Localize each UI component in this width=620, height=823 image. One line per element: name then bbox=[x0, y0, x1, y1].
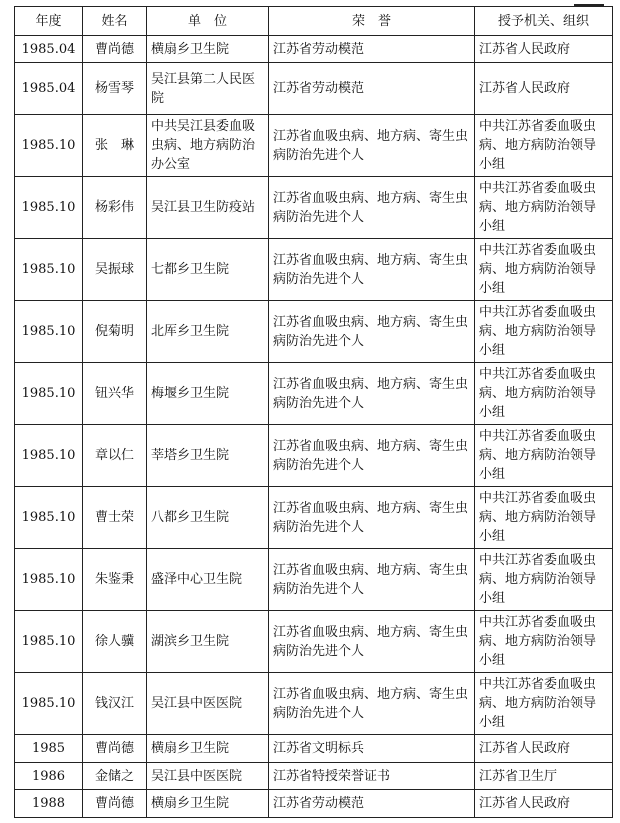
cell-unit: 横扇乡卫生院 bbox=[147, 735, 269, 762]
cell-name: 倪菊明 bbox=[83, 301, 147, 363]
table-row bbox=[15, 363, 613, 425]
cell-name: 杨彩伟 bbox=[83, 177, 147, 239]
cell-unit: 吴江县第二人民医院 bbox=[147, 63, 269, 115]
cell-name: 曹士荣 bbox=[83, 487, 147, 549]
table-row bbox=[15, 301, 613, 363]
cell-year: 1985 bbox=[15, 735, 83, 762]
cell-name: 钱汉江 bbox=[83, 673, 147, 735]
cell-year: 1985.10 bbox=[15, 301, 83, 363]
cell-honor: 江苏省血吸虫病、地方病、寄生虫病防治先进个人 bbox=[269, 549, 475, 611]
cell-honor: 江苏省血吸虫病、地方病、寄生虫病防治先进个人 bbox=[269, 363, 475, 425]
cell-year: 1985.10 bbox=[15, 487, 83, 549]
cell-year: 1985.10 bbox=[15, 673, 83, 735]
table-row bbox=[15, 790, 613, 818]
cell-name: 章以仁 bbox=[83, 425, 147, 487]
cell-name: 曹尚德 bbox=[83, 790, 147, 818]
cell-year: 1985.10 bbox=[15, 115, 83, 177]
cell-grantor: 中共江苏省委血吸虫病、地方病防治领导小组 bbox=[475, 673, 613, 735]
table-row bbox=[15, 36, 613, 63]
cell-year: 1985.10 bbox=[15, 549, 83, 611]
table-row bbox=[15, 735, 613, 762]
header-name: 姓名 bbox=[83, 7, 147, 36]
honors-table bbox=[14, 6, 613, 818]
cell-unit: 梅堰乡卫生院 bbox=[147, 363, 269, 425]
cell-unit: 横扇乡卫生院 bbox=[147, 790, 269, 818]
cell-grantor: 江苏省卫生厅 bbox=[475, 762, 613, 789]
cell-year: 1985.10 bbox=[15, 611, 83, 673]
cell-grantor: 中共江苏省委血吸虫病、地方病防治领导小组 bbox=[475, 301, 613, 363]
cell-grantor: 中共江苏省委血吸虫病、地方病防治领导小组 bbox=[475, 425, 613, 487]
cell-grantor: 中共江苏省委血吸虫病、地方病防治领导小组 bbox=[475, 611, 613, 673]
table-row bbox=[15, 549, 613, 611]
cell-name: 钮兴华 bbox=[83, 363, 147, 425]
cell-year: 1986 bbox=[15, 762, 83, 789]
table-row bbox=[15, 487, 613, 549]
cell-grantor: 中共江苏省委血吸虫病、地方病防治领导小组 bbox=[475, 115, 613, 177]
cell-honor: 江苏省劳动模范 bbox=[269, 63, 475, 115]
cell-grantor: 中共江苏省委血吸虫病、地方病防治领导小组 bbox=[475, 239, 613, 301]
table-row bbox=[15, 63, 613, 115]
cell-honor: 江苏省血吸虫病、地方病、寄生虫病防治先进个人 bbox=[269, 673, 475, 735]
cell-year: 1988 bbox=[15, 790, 83, 818]
cell-name: 曹尚德 bbox=[83, 735, 147, 762]
cell-honor: 江苏省血吸虫病、地方病、寄生虫病防治先进个人 bbox=[269, 239, 475, 301]
cell-unit: 吴江县中医医院 bbox=[147, 762, 269, 789]
table-row bbox=[15, 425, 613, 487]
table-header-row bbox=[15, 7, 613, 36]
header-grantor: 授予机关、组织 bbox=[475, 7, 613, 36]
cell-year: 1985.10 bbox=[15, 363, 83, 425]
cell-unit: 吴江县中医医院 bbox=[147, 673, 269, 735]
header-year: 年度 bbox=[15, 7, 83, 36]
cell-unit: 横扇乡卫生院 bbox=[147, 36, 269, 63]
cell-name: 金储之 bbox=[83, 762, 147, 789]
cell-unit: 莘塔乡卫生院 bbox=[147, 425, 269, 487]
cell-year: 1985.10 bbox=[15, 177, 83, 239]
cell-year: 1985.10 bbox=[15, 425, 83, 487]
table-row bbox=[15, 611, 613, 673]
cell-unit: 中共吴江县委血吸虫病、地方病防治办公室 bbox=[147, 115, 269, 177]
cell-honor: 江苏省血吸虫病、地方病、寄生虫病防治先进个人 bbox=[269, 115, 475, 177]
cell-grantor: 江苏省人民政府 bbox=[475, 36, 613, 63]
cell-honor: 江苏省血吸虫病、地方病、寄生虫病防治先进个人 bbox=[269, 177, 475, 239]
cell-name: 曹尚德 bbox=[83, 36, 147, 63]
cell-unit: 七都乡卫生院 bbox=[147, 239, 269, 301]
table-row bbox=[15, 762, 613, 789]
cell-year: 1985.04 bbox=[15, 36, 83, 63]
header-unit: 单 位 bbox=[147, 7, 269, 36]
cell-name: 徐人骥 bbox=[83, 611, 147, 673]
cell-unit: 盛泽中心卫生院 bbox=[147, 549, 269, 611]
cell-honor: 江苏省血吸虫病、地方病、寄生虫病防治先进个人 bbox=[269, 611, 475, 673]
cell-honor: 江苏省血吸虫病、地方病、寄生虫病防治先进个人 bbox=[269, 301, 475, 363]
table-row bbox=[15, 673, 613, 735]
cell-grantor: 江苏省人民政府 bbox=[475, 63, 613, 115]
cell-unit: 北厍乡卫生院 bbox=[147, 301, 269, 363]
table-row bbox=[15, 239, 613, 301]
cell-grantor: 中共江苏省委血吸虫病、地方病防治领导小组 bbox=[475, 177, 613, 239]
cell-unit: 湖滨乡卫生院 bbox=[147, 611, 269, 673]
cell-name: 朱鉴秉 bbox=[83, 549, 147, 611]
cell-year: 1985.10 bbox=[15, 239, 83, 301]
table-row bbox=[15, 177, 613, 239]
cell-honor: 江苏省劳动模范 bbox=[269, 790, 475, 818]
cell-honor: 江苏省特授荣誉证书 bbox=[269, 762, 475, 789]
cell-grantor: 江苏省人民政府 bbox=[475, 790, 613, 818]
cell-name: 吴振球 bbox=[83, 239, 147, 301]
cell-honor: 江苏省血吸虫病、地方病、寄生虫病防治先进个人 bbox=[269, 425, 475, 487]
table-row bbox=[15, 115, 613, 177]
cell-grantor: 江苏省人民政府 bbox=[475, 735, 613, 762]
cell-name: 杨雪琴 bbox=[83, 63, 147, 115]
cell-grantor: 中共江苏省委血吸虫病、地方病防治领导小组 bbox=[475, 487, 613, 549]
cell-grantor: 中共江苏省委血吸虫病、地方病防治领导小组 bbox=[475, 363, 613, 425]
header-honor: 荣 誉 bbox=[269, 7, 475, 36]
cell-unit: 八都乡卫生院 bbox=[147, 487, 269, 549]
cell-unit: 吴江县卫生防疫站 bbox=[147, 177, 269, 239]
cell-honor: 江苏省血吸虫病、地方病、寄生虫病防治先进个人 bbox=[269, 487, 475, 549]
cell-grantor: 中共江苏省委血吸虫病、地方病防治领导小组 bbox=[475, 549, 613, 611]
cell-year: 1985.04 bbox=[15, 63, 83, 115]
cell-honor: 江苏省劳动模范 bbox=[269, 36, 475, 63]
cell-name: 张 琳 bbox=[83, 115, 147, 177]
cell-honor: 江苏省文明标兵 bbox=[269, 735, 475, 762]
